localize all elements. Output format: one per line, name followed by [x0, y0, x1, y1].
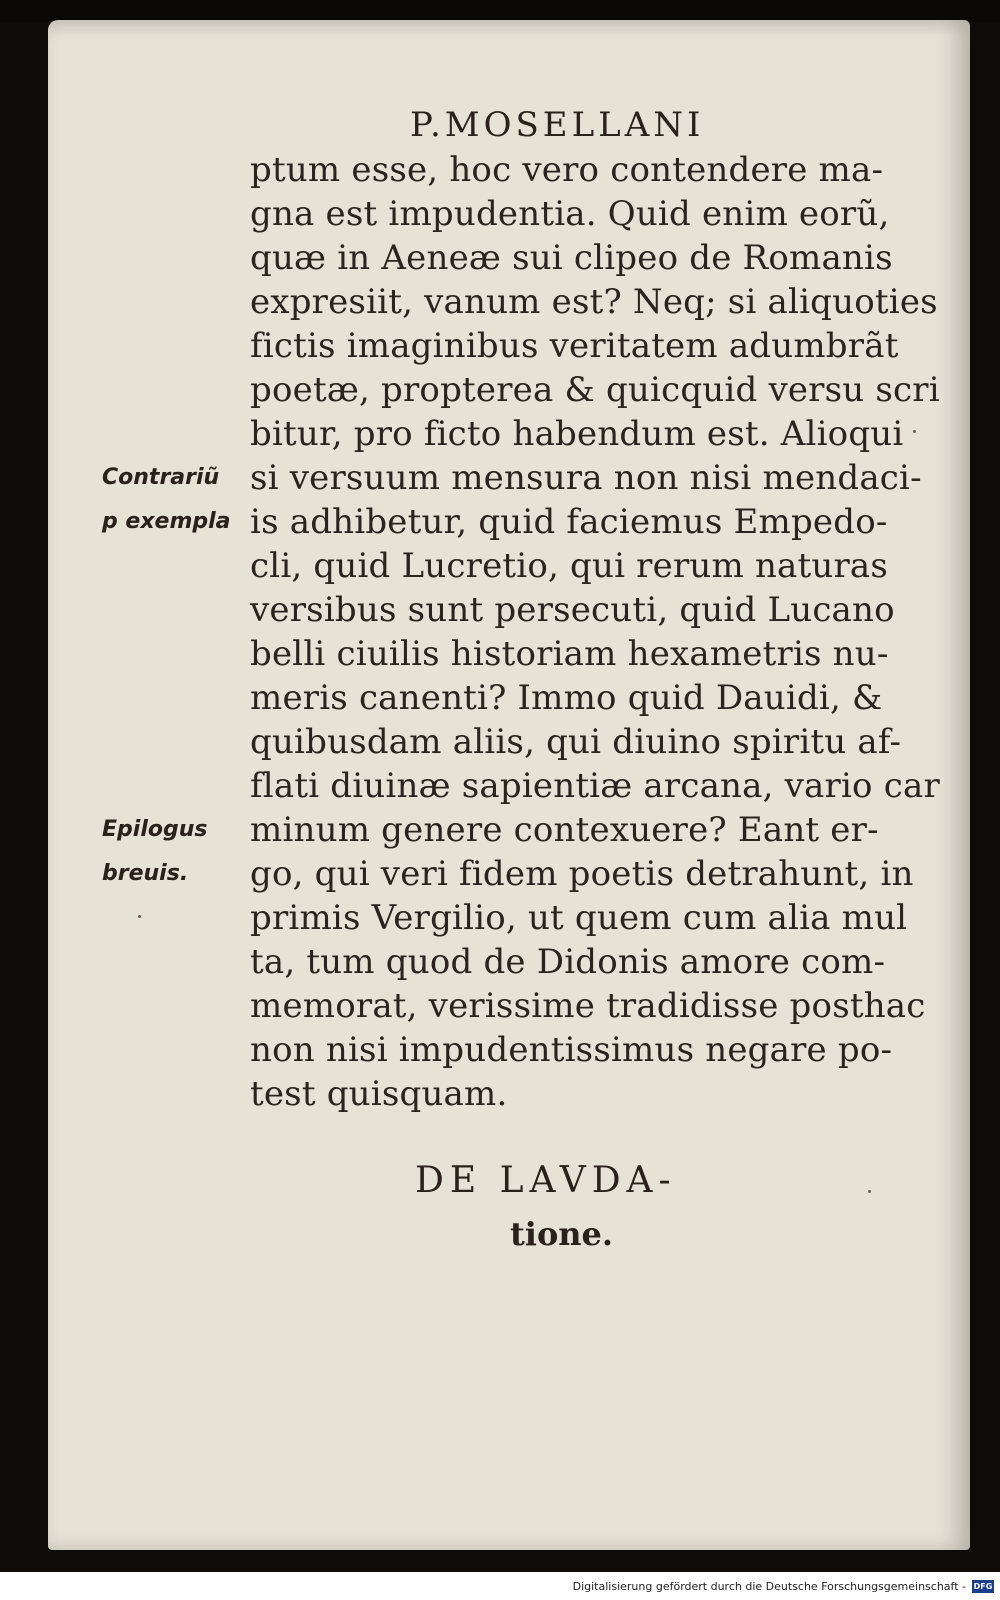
text-line: versibus sunt persecuti, quid Lucano: [250, 590, 895, 630]
scan-top-edge: [0, 0, 1000, 22]
margin-note-contrarium: [102, 456, 252, 544]
ink-speck: [913, 430, 916, 433]
text-line: bitur, pro ficto habendum est. Alioqui: [250, 414, 904, 454]
margin-note-line: p exempla: [102, 509, 231, 534]
footer-credit: Digitalisierung gefördert durch die Deutsche Forschungsgemeinschaft -: [572, 1579, 966, 1593]
text-line: go, qui veri fidem poetis detrahunt, in: [250, 854, 914, 894]
text-line: quibusdam aliis, qui diuino spiritu af-: [250, 722, 902, 762]
text-line: fictis imaginibus veritatem adumbrãt: [250, 326, 899, 366]
text-line: test quisquam.: [250, 1074, 508, 1114]
margin-note-line: Epilogus: [102, 817, 208, 842]
digitization-footer: [0, 1572, 1000, 1600]
dfg-logo-icon: DFG: [973, 1581, 993, 1591]
text-line: poetæ, propterea & quicquid versu scri: [250, 370, 940, 410]
running-head: P.MOSELLANI: [410, 105, 705, 145]
text-line: gna est impudentia. Quid enim eorũ,: [250, 194, 890, 234]
margin-note-epilogus: [102, 808, 252, 896]
text-line: is adhibetur, quid faciemus Empedo-: [250, 502, 888, 542]
section-subtitle: tione.: [510, 1215, 614, 1253]
text-line: ta, tum quod de Didonis amore com-: [250, 942, 886, 982]
text-line: expresiit, vanum est? Neq; si aliquoties: [250, 282, 938, 322]
text-line: memorat, verissime tradidisse posthac: [250, 986, 926, 1026]
text-line: cli, quid Lucretio, qui rerum naturas: [250, 546, 889, 586]
text-line: quæ in Aeneæ sui clipeo de Romanis: [250, 238, 893, 278]
ink-speck: [868, 1190, 871, 1193]
body-text: [250, 148, 940, 1116]
text-line: flati diuinæ sapientiæ arcana, vario car: [250, 766, 940, 806]
margin-note-line: breuis.: [102, 861, 189, 886]
text-line: ptum esse, hoc vero contendere ma-: [250, 150, 884, 190]
text-line: primis Vergilio, ut quem cum alia mul: [250, 898, 908, 938]
text-line: minum genere contexuere? Eant er-: [250, 810, 879, 850]
ink-speck: [138, 915, 141, 918]
margin-note-line: Contrariũ: [102, 465, 220, 490]
text-line: belli ciuilis historiam hexametris nu-: [250, 634, 889, 674]
text-line: si versuum mensura non nisi mendaci-: [250, 458, 922, 498]
section-title: DE LAVDA-: [415, 1160, 677, 1201]
text-line: non nisi impudentissimus negare po-: [250, 1030, 893, 1070]
text-line: meris canenti? Immo quid Dauidi, &: [250, 678, 883, 718]
